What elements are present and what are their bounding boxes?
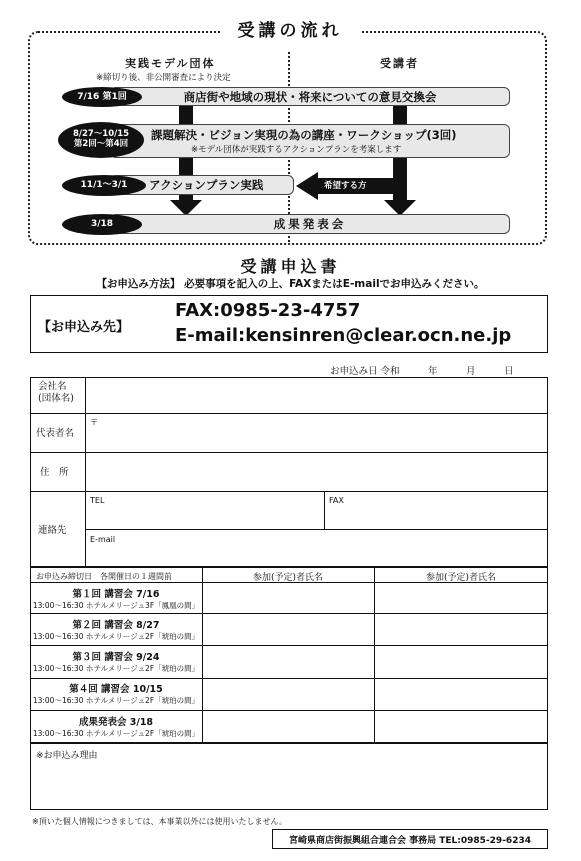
company-label-line2: (団体名): [38, 392, 74, 404]
row-divider: [30, 413, 548, 414]
representative-label: 代表者名: [36, 428, 75, 439]
row-divider: [30, 452, 548, 453]
postal-mark: 〒: [90, 418, 98, 427]
participant-field[interactable]: [203, 646, 373, 677]
tel-field[interactable]: [87, 493, 323, 528]
session-row-5: [32, 714, 200, 739]
office-contact: 宮崎県商店街振興組合連合会 事務局 TEL:0985-29-6234: [272, 829, 548, 849]
company-field[interactable]: [87, 379, 546, 412]
row-divider: [85, 529, 548, 530]
contact-label: 【お申込み先】: [38, 320, 130, 335]
participant-field[interactable]: [203, 679, 373, 709]
session-row-1: [32, 586, 200, 611]
address-field[interactable]: [87, 454, 546, 490]
participant-header-2: 参加(予定)者氏名: [425, 573, 497, 583]
email-field[interactable]: [87, 531, 546, 566]
company-label-line1: 会社名: [38, 381, 67, 392]
session-title: 第３回 講習会 9/24: [72, 652, 160, 663]
participant-field[interactable]: [375, 646, 547, 677]
reason-box[interactable]: [30, 743, 548, 810]
step2-label: 課題解決・ビジョン実現の為の講座・ワークショップ(3回): [151, 128, 457, 142]
step4-label: 成果発表会: [273, 217, 347, 231]
fax-field[interactable]: [326, 493, 546, 528]
participant-field[interactable]: [375, 614, 547, 644]
label-column-divider: [85, 377, 86, 567]
step2-tag-line1: 8/27〜10/15: [72, 129, 130, 140]
session-title: 第２回 講習会 8/27: [72, 620, 160, 631]
participant-field[interactable]: [203, 583, 373, 612]
application-method: 【お申込み方法】 必要事項を記入の上、FAXまたはE-mailでお申込みください。: [96, 278, 485, 290]
participant-field[interactable]: [375, 679, 547, 709]
participant-field[interactable]: [375, 583, 547, 612]
step4-bar: [110, 214, 510, 234]
step1-bar: [110, 87, 510, 106]
session-title: 第４回 講習会 10/15: [69, 684, 163, 695]
session-detail: 13:00〜16:30 ホテルメリージュ2F「琥珀の間」: [32, 696, 200, 705]
fax-label: FAX: [329, 496, 344, 505]
company-label: [38, 381, 74, 405]
participant-field[interactable]: [203, 614, 373, 644]
fax-number[interactable]: FAX:0985-23-4757: [175, 300, 361, 321]
step2-tag-line2: 第2回〜第4回: [73, 139, 129, 149]
contact-info-label: 連絡先: [38, 525, 67, 536]
flow-title: 受講の流れ: [220, 18, 360, 44]
privacy-note: ※頂いた個人情報につきましては、本事業以外には使用いたしません。: [32, 817, 288, 826]
participant-field[interactable]: [203, 711, 373, 742]
step2-tag: [58, 122, 144, 158]
participant-field[interactable]: [375, 711, 547, 742]
col-right-heading: 受講者: [380, 57, 419, 70]
step1-tag: 7/16 第1回: [62, 87, 142, 107]
form-title: 受講申込書: [240, 257, 341, 276]
reason-label: ※お申込み理由: [36, 751, 98, 761]
schedule-header: お申込み締切日 各開催日の１週間前: [36, 572, 172, 581]
arrow-label: 希望する方: [324, 181, 367, 191]
session-row-4: [32, 681, 200, 706]
application-date-line: お申込み日 令和 年 月 日: [330, 366, 514, 377]
step3-label: アクションプラン実践: [149, 178, 264, 192]
col-left-note: ※締切り後、非公開審査により決定: [96, 73, 231, 83]
session-detail: 13:00〜16:30 ホテルメリージュ2F「琥珀の間」: [32, 632, 200, 641]
session-detail: 13:00〜16:30 ホテルメリージュ3F「鳳凰の間」: [32, 601, 200, 610]
tel-fax-divider: [324, 491, 325, 529]
representative-field[interactable]: [87, 415, 546, 451]
tel-label: TEL: [90, 496, 105, 505]
email-label: E-mail: [90, 535, 116, 544]
step2-bar: [110, 124, 510, 158]
session-title: 第１回 講習会 7/16: [72, 589, 160, 600]
session-detail: 13:00〜16:30 ホテルメリージュ2F「琥珀の間」: [32, 664, 200, 673]
session-row-3: [32, 649, 200, 674]
row-divider: [30, 491, 548, 492]
session-row-2: [32, 617, 200, 642]
step4-tag: 3/18: [62, 214, 142, 235]
session-detail: 13:00〜16:30 ホテルメリージュ2F「琥珀の間」: [32, 729, 200, 738]
address-label: 住 所: [40, 467, 69, 478]
step1-label: 商店街や地域の現状・将来についての意見交換会: [183, 89, 437, 104]
step2-note: ※モデル団体が実践するアクションプランを考案します: [191, 145, 402, 155]
step3-tag: 11/1〜3/1: [62, 175, 146, 196]
col-left-heading: 実践モデル団体: [125, 57, 216, 70]
email-address[interactable]: E-mail:kensinren@clear.ocn.ne.jp: [175, 325, 512, 346]
participant-header-1: 参加(予定)者氏名: [252, 573, 324, 583]
session-title: 成果発表会 3/18: [78, 717, 154, 728]
